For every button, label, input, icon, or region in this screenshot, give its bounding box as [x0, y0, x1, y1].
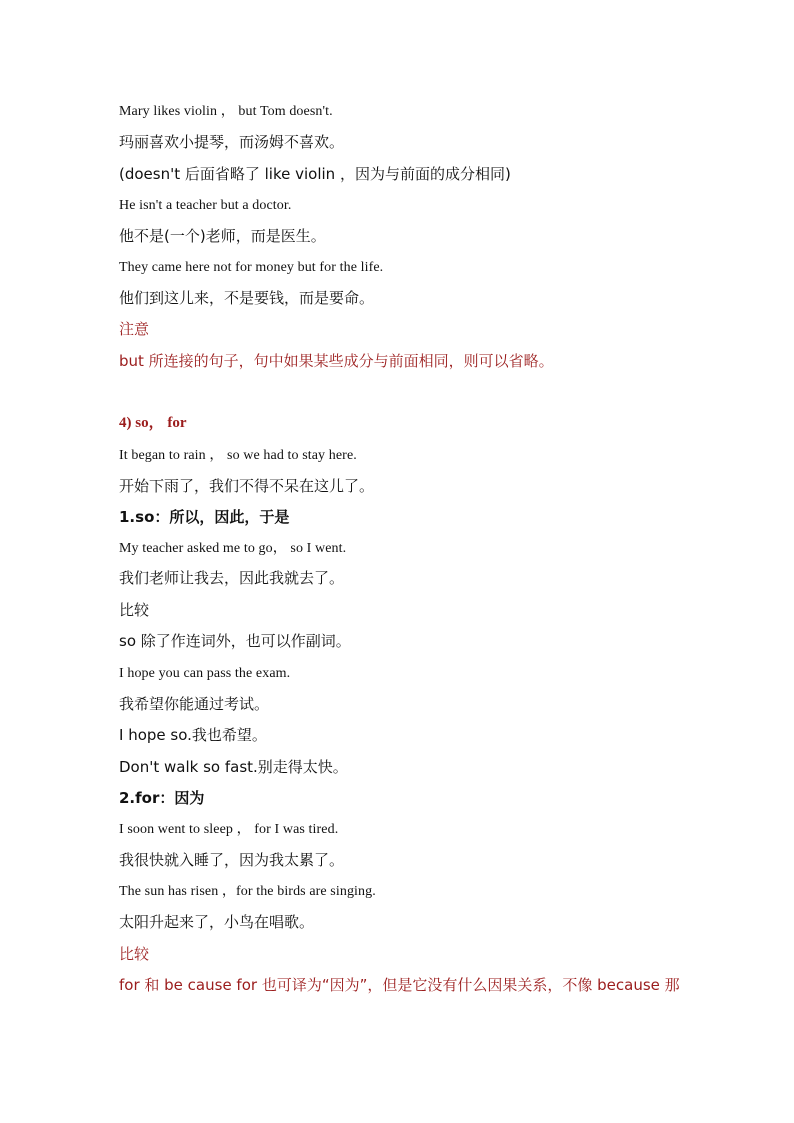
- subsection-heading: 2.for：因为: [119, 789, 205, 807]
- example-translation-zh: 他不是(一个)老师，而是医生。: [119, 227, 326, 245]
- example-sentence-en: The sun has risen ，for the birds are singing.: [119, 884, 376, 899]
- example-sentence-en: Mary likes violin ， but Tom doesn't.: [119, 104, 333, 119]
- example-translation-zh: 玛丽喜欢小提琴，而汤姆不喜欢。: [119, 133, 345, 151]
- compare-label: 比较: [119, 601, 150, 619]
- compare-text: so 除了作连词外，也可以作副词。: [119, 632, 351, 650]
- example-sentence-en: My teacher asked me to go， so I went.: [119, 541, 347, 556]
- example-sentence-mixed: I hope so.我也希望。: [119, 726, 267, 744]
- note-text: but 所连接的句子，句中如果某些成分与前面相同，则可以省略。: [119, 352, 554, 370]
- example-translation-zh: 我们老师让我去，因此我就去了。: [119, 569, 345, 587]
- example-translation-zh: 我希望你能通过考试。: [119, 695, 270, 713]
- example-sentence-en: They came here not for money but for the life.: [119, 260, 384, 275]
- example-translation-zh: 太阳升起来了，小鸟在唱歌。: [119, 913, 315, 931]
- compare-text: for 和 be cause for 也可译为“因为”，但是它没有什么因果关系，不像 because 那: [119, 976, 680, 994]
- explanation-note: (doesn't 后面省略了 like violin ，因为与前面的成分相同): [119, 165, 511, 183]
- example-sentence-mixed: Don't walk so fast.别走得太快。: [119, 758, 348, 776]
- compare-label: 比较: [119, 945, 150, 963]
- example-sentence-en: It began to rain ， so we had to stay here.: [119, 448, 357, 463]
- section-heading: 4) so， for: [119, 415, 187, 431]
- example-sentence-en: I soon went to sleep ， for I was tired.: [119, 822, 339, 837]
- subsection-heading: 1.so：所以，因此，于是: [119, 508, 290, 526]
- example-translation-zh: 我很快就入睡了，因为我太累了。: [119, 851, 345, 869]
- example-translation-zh: 他们到这儿来，不是要钱，而是要命。: [119, 289, 375, 307]
- note-label: 注意: [119, 320, 150, 338]
- example-sentence-en: I hope you can pass the exam.: [119, 666, 291, 681]
- example-sentence-en: He isn't a teacher but a doctor.: [119, 198, 292, 213]
- example-translation-zh: 开始下雨了，我们不得不呆在这儿了。: [119, 477, 375, 495]
